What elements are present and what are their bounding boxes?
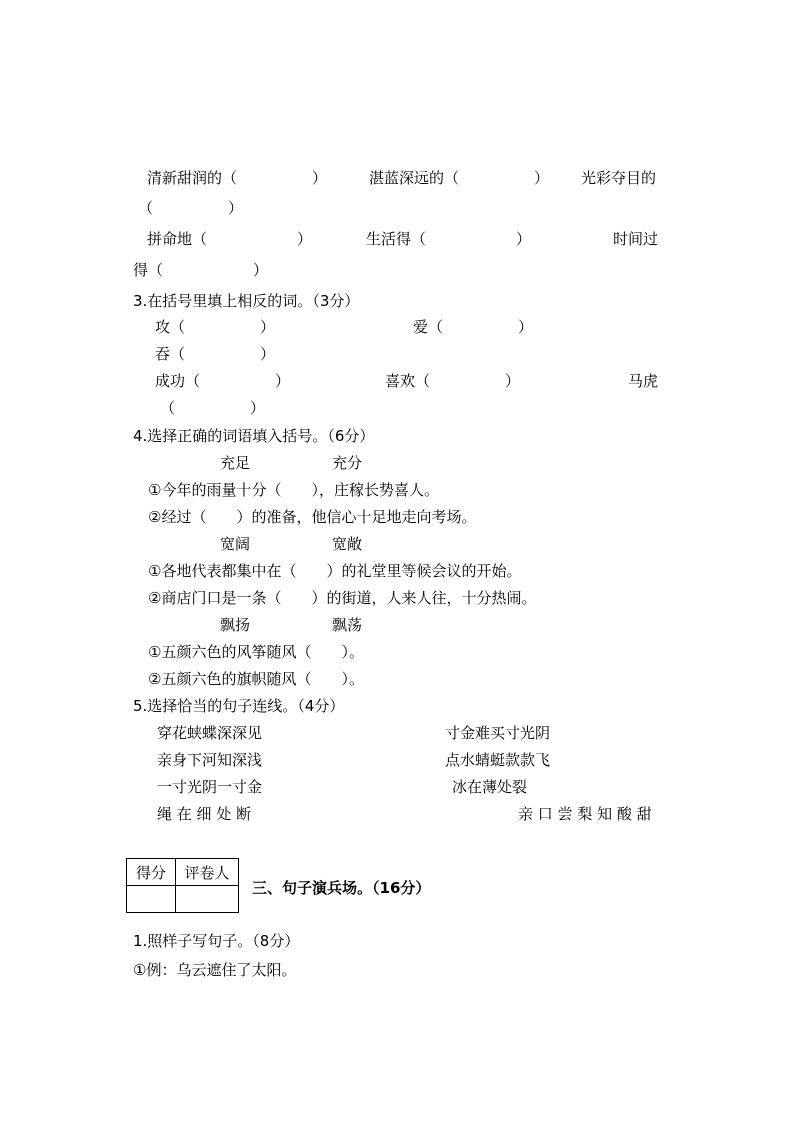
match-left: 绳 在 细 处 断 (157, 805, 252, 823)
fill-item: 拼命地（ ） (147, 230, 313, 248)
antonym-item: 吞（ ） (155, 345, 276, 363)
sentence: ②五颜六色的旗帜随风（ ）。 (148, 670, 364, 688)
match-right: 冰在薄处裂 (452, 778, 528, 796)
antonym-item: 喜欢（ ） (385, 372, 521, 390)
fill-item: （ ） (138, 199, 244, 217)
match-right: 亲 口 尝 梨 知 酸 甜 (518, 805, 652, 823)
word-choice: 飘扬 (220, 616, 251, 634)
score-table (126, 858, 239, 913)
question-title: 5.选择恰当的句子连线。（4分） (133, 697, 345, 715)
match-left: 一寸光阴一寸金 (157, 778, 263, 796)
match-left: 穿花蛱蝶深深见 (157, 724, 263, 742)
antonym-item: 攻（ ） (155, 318, 276, 336)
score-cell[interactable] (127, 886, 176, 913)
sentence: ①今年的雨量十分（ ），庄稼长势喜人。 (148, 481, 439, 499)
score-header: 得分 (127, 859, 176, 886)
fill-item: 湛蓝深远的（ ） (369, 169, 550, 187)
antonym-item: 爱（ ） (413, 318, 534, 336)
fill-item: 生活得（ ） (366, 230, 532, 248)
sentence: ①五颜六色的风筝随风（ ）。 (148, 643, 364, 661)
sentence: ①各地代表都集中在（ ）的礼堂里等候会议的开始。 (148, 562, 522, 580)
antonym-item: 成功（ ） (155, 372, 291, 390)
antonym-item: （ ） (160, 399, 266, 417)
sentence: ②商店门口是一条（ ）的街道，人来人往，十分热闹。 (148, 589, 537, 607)
match-right: 寸金难买寸光阴 (445, 724, 551, 742)
fill-item: 得（ ） (133, 261, 269, 279)
fill-item: 时间过 (613, 230, 659, 248)
example-sentence: ①例：乌云遮住了太阳。 (133, 961, 297, 979)
question-title: 3.在括号里填上相反的词。（3分） (133, 292, 360, 310)
grader-cell[interactable] (176, 886, 239, 913)
fill-item: 光彩夺目的 (581, 169, 657, 187)
question-title: 1.照样子写句子。（8分） (133, 932, 300, 950)
match-left: 亲身下河知深浅 (157, 751, 263, 769)
sentence: ②经过（ ）的准备，他信心十足地走向考场。 (148, 508, 477, 526)
word-choice: 飘荡 (332, 616, 363, 634)
antonym-item: 马虎 (628, 372, 659, 390)
section-title: 三、句子演兵场。（16分） (252, 879, 431, 897)
match-right: 点水蜻蜓款款飞 (445, 751, 551, 769)
question-title: 4.选择正确的词语填入括号。（6分） (133, 427, 375, 445)
grader-header: 评卷人 (176, 859, 239, 886)
word-choice: 宽阔 (220, 535, 251, 553)
word-choice: 充分 (332, 454, 363, 472)
word-choice: 充足 (220, 454, 251, 472)
word-choice: 宽敞 (332, 535, 363, 553)
fill-item: 清新甜润的（ ） (147, 169, 328, 187)
